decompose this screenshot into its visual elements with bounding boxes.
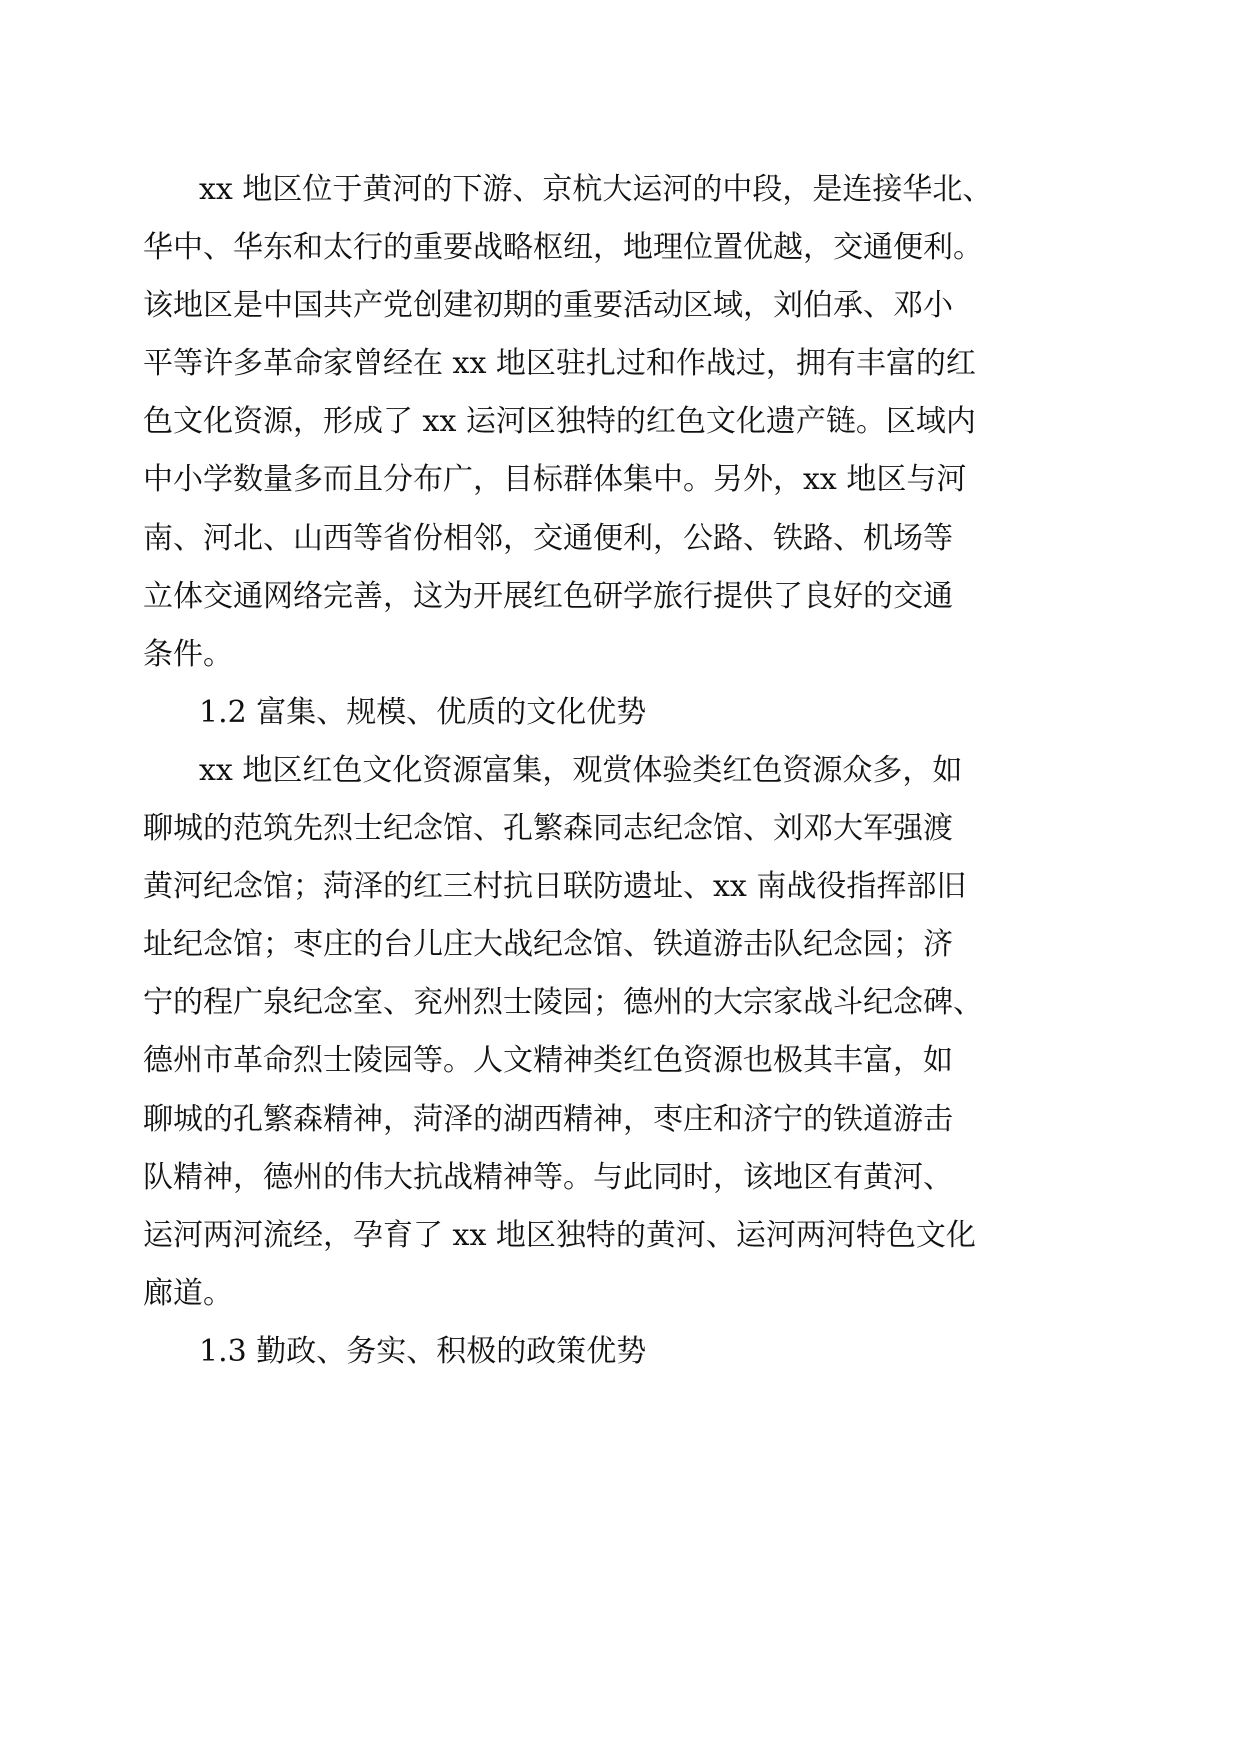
paragraph-line: 宁的程广泉纪念室、兖州烈士陵园；德州的大宗家战斗纪念碑、 xyxy=(143,985,983,1021)
document-body xyxy=(143,161,1023,1381)
paragraph-line: 队精神，德州的伟大抗战精神等。与此同时，该地区有黄河、 xyxy=(143,1159,953,1195)
paragraph-line: 运河两河流经，孕育了 xx 地区独特的黄河、运河两河特色文化 xyxy=(143,1217,976,1253)
paragraph-line: 黄河纪念馆；菏泽的红三村抗日联防遗址、xx 南战役指挥部旧 xyxy=(143,869,967,905)
paragraph-line: 华中、华东和太行的重要战略枢纽，地理位置优越，交通便利。 xyxy=(143,230,983,266)
section-heading-1-2: 1.2 富集、规模、优质的文化优势 xyxy=(199,694,647,730)
paragraph-location-advantage xyxy=(143,161,1023,684)
paragraph-line: xx 地区位于黄河的下游、京杭大运河的中段，是连接华北、 xyxy=(199,172,993,207)
section-heading-1-3: 1.3 勤政、务实、积极的政策优势 xyxy=(199,1333,647,1369)
paragraph-line: 廊道。 xyxy=(143,1275,233,1311)
paragraph-line: 色文化资源，形成了 xx 运河区独特的红色文化遗产链。区域内 xyxy=(143,404,976,440)
paragraph-line: 条件。 xyxy=(143,636,233,672)
paragraph-line: 聊城的孔繁森精神，菏泽的湖西精神，枣庄和济宁的铁道游击 xyxy=(143,1101,953,1137)
paragraph-line: 德州市革命烈士陵园等。人文精神类红色资源也极其丰富，如 xyxy=(143,1043,953,1079)
paragraph-line: 聊城的范筑先烈士纪念馆、孔繁森同志纪念馆、刘邓大军强渡 xyxy=(143,811,953,847)
paragraph-line: 立体交通网络完善，这为开展红色研学旅行提供了良好的交通 xyxy=(143,578,953,614)
paragraph-line: xx 地区红色文化资源富集，观赏体验类红色资源众多，如 xyxy=(199,752,963,788)
paragraph-line: 址纪念馆；枣庄的台儿庄大战纪念馆、铁道游击队纪念园；济 xyxy=(143,927,953,963)
paragraph-line: 中小学数量多而且分布广，目标群体集中。另外，xx 地区与河 xyxy=(143,462,967,498)
paragraph-line: 该地区是中国共产党创建初期的重要活动区域，刘伯承、邓小 xyxy=(143,288,953,324)
paragraph-line: 平等许多革命家曾经在 xx 地区驻扎过和作战过，拥有丰富的红 xyxy=(143,346,976,382)
paragraph-line: 南、河北、山西等省份相邻，交通便利，公路、铁路、机场等 xyxy=(143,520,953,556)
paragraph-cultural-advantage xyxy=(143,742,1023,1323)
